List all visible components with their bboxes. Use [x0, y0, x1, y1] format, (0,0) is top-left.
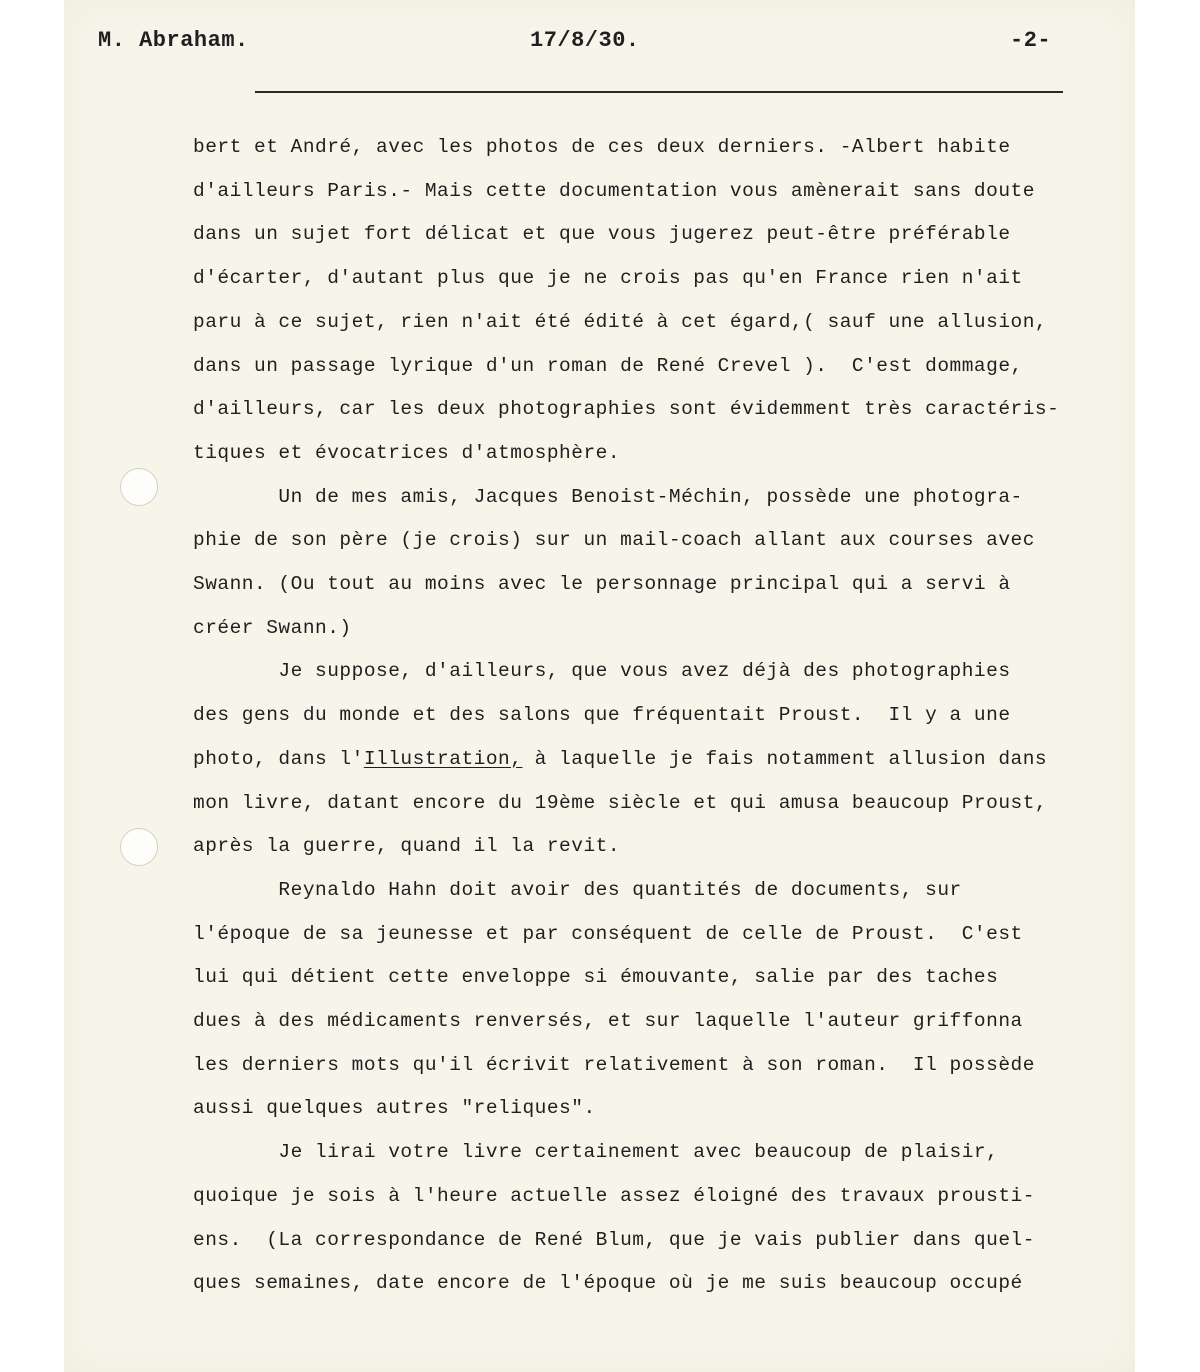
page-number: -2-	[1010, 28, 1052, 53]
text-line	[193, 878, 962, 901]
text-line	[193, 706, 1011, 726]
text-line-segment: quoique je sois à l'heure actuelle assez éloigné des travaux prousti-	[193, 1184, 1035, 1207]
text-line-segment: photo, dans l'	[193, 747, 364, 770]
text-line-segment: mon livre, datant encore du 19ème siècle et qui amusa beaucoup Proust,	[193, 791, 1048, 814]
text-line-segment: Je lirai votre livre certainement avec beaucoup de plaisir,	[193, 1141, 999, 1164]
text-line-segment: Un de mes amis, Jacques Benoist-Méchin, possède une photogra-	[193, 485, 1023, 508]
text-line-segment: aussi quelques autres "reliques".	[193, 1097, 596, 1120]
punch-hole	[120, 828, 158, 866]
text-line	[193, 1099, 596, 1119]
text-line-segment: phie de son père (je crois) sur un mail-coach allant aux courses avec	[193, 529, 1035, 552]
text-line-segment: à laquelle je fais notamment allusion dans	[522, 747, 1048, 770]
text-line	[193, 747, 1048, 770]
text-line-segment: d'ailleurs, car les deux photographies sont évidemment très caractéris-	[193, 398, 1060, 421]
text-line	[193, 968, 998, 988]
text-line	[193, 269, 1023, 289]
text-line-segment: dans un sujet fort délicat et que vous jugerez peut-être préférable	[193, 223, 1011, 246]
text-line	[193, 138, 1011, 158]
text-line-segment: après la guerre, quand il la revit.	[193, 835, 621, 858]
text-line-segment: bert et André, avec les photos de ces deux derniers. -Albert habite	[193, 136, 1011, 158]
header-rule	[255, 91, 1063, 93]
text-line	[193, 837, 620, 857]
text-line-segment: Reynaldo Hahn doit avoir des quantités de documents, sur	[193, 878, 962, 901]
text-line	[193, 1012, 1023, 1032]
text-line	[193, 225, 1011, 245]
text-line-segment: paru à ce sujet, rien n'ait été édité à cet égard,( sauf une allusion,	[193, 310, 1048, 333]
punch-hole	[120, 468, 158, 506]
date-header: 17/8/30.	[530, 28, 640, 53]
text-line-segment: l'époque de sa jeunesse et par conséquent de celle de Proust. C'est	[193, 922, 1023, 945]
text-line-segment: tiques et évocatrices d'atmosphère.	[193, 441, 621, 464]
text-line	[193, 791, 1048, 814]
text-line-segment: des gens du monde et des salons que fréquentait Proust. Il y a une	[193, 704, 1011, 727]
text-line-segment: Swann. (Ou tout au moins avec le personnage principal qui a servi à	[193, 573, 1011, 595]
text-line	[193, 1228, 1035, 1251]
text-line-segment: dans un passage lyrique d'un roman de René Crevel ). C'est dommage,	[193, 354, 1023, 377]
letter-page	[64, 0, 1135, 1372]
text-line-segment: créer Swann.)	[193, 616, 352, 639]
text-line-segment: Je suppose, d'ailleurs, que vous avez déjà des photographies	[193, 660, 1011, 683]
text-line-segment: d'écarter, d'autant plus que je ne crois pas qu'en France rien n'ait	[193, 267, 1023, 290]
text-line-segment: les derniers mots qu'il écrivit relativement à son roman. Il possède	[193, 1053, 1035, 1076]
recipient-header: M. Abraham.	[98, 28, 249, 53]
text-line	[193, 662, 1011, 682]
text-line-segment: d'ailleurs Paris.- Mais cette documentation vous amènerait sans doute	[193, 179, 1035, 202]
text-line-segment: lui qui détient cette enveloppe si émouvante, salie par des taches	[193, 966, 999, 989]
text-line	[193, 575, 1011, 595]
text-line-segment: ques semaines, date encore de l'époque où je me suis beaucoup occupé	[193, 1272, 1023, 1295]
text-line	[193, 1184, 1035, 1207]
text-line	[193, 1053, 1035, 1076]
text-line	[193, 922, 1023, 945]
text-line	[193, 179, 1035, 202]
text-line	[193, 531, 1035, 551]
text-line	[193, 310, 1048, 333]
text-line	[193, 400, 1059, 420]
text-line	[193, 441, 621, 464]
text-line-segment: ens. (La correspondance de René Blum, que je vais publier dans quel-	[193, 1228, 1035, 1251]
text-line	[193, 354, 1023, 377]
text-line	[193, 1274, 1023, 1294]
text-line	[193, 616, 352, 639]
text-line-segment: dues à des médicaments renversés, et sur laquelle l'auteur griffonna	[193, 1010, 1023, 1032]
underlined-title: Illustration,	[363, 747, 523, 770]
text-line	[193, 1143, 998, 1163]
text-line	[193, 485, 1023, 508]
